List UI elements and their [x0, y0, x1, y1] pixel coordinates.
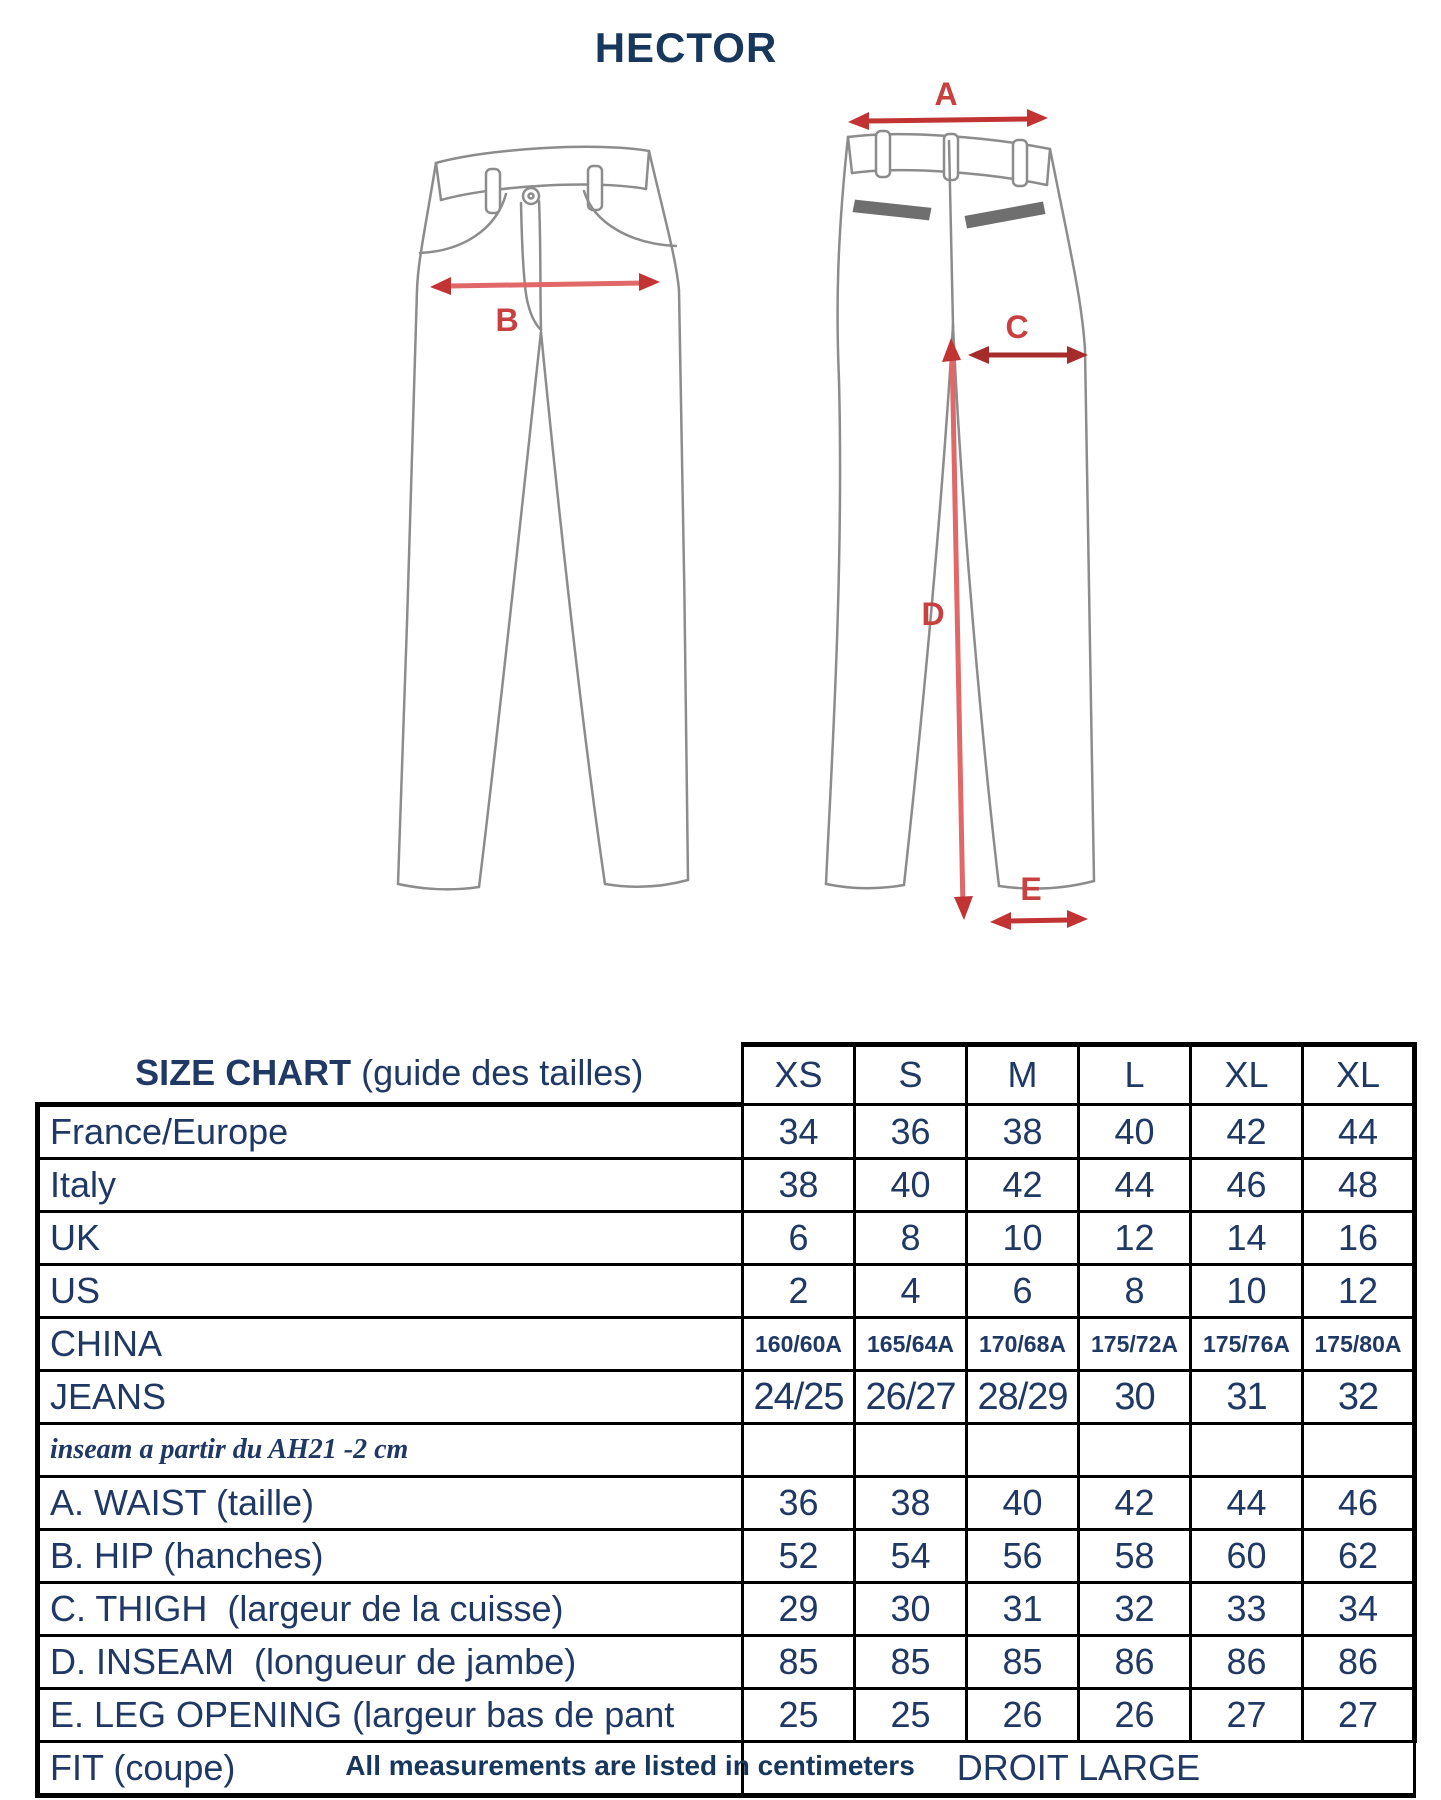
- size-value-cell: 175/72A: [1079, 1318, 1191, 1371]
- size-value-cell: 6: [743, 1212, 855, 1265]
- size-value-cell: 29: [743, 1583, 855, 1636]
- size-value-cell: 24/25: [743, 1371, 855, 1424]
- measure-arrow-C: [968, 309, 1088, 364]
- row-label: FIT (coupe): [38, 1742, 743, 1796]
- size-value-cell: 31: [1191, 1371, 1303, 1424]
- size-chart-heading-sub: (guide des tailles): [351, 1052, 644, 1094]
- size-value-cell: 34: [1303, 1583, 1415, 1636]
- size-value-cell: 86: [1191, 1636, 1303, 1689]
- size-col-header: M: [967, 1045, 1079, 1105]
- size-value-cell: 4: [855, 1265, 967, 1318]
- row-label: Italy: [38, 1159, 743, 1212]
- size-value-cell: 32: [1303, 1371, 1415, 1424]
- size-value-cell: 52: [743, 1530, 855, 1583]
- pants-front-view: [398, 147, 688, 890]
- size-value-cell: 10: [1191, 1265, 1303, 1318]
- size-value-cell: 54: [855, 1530, 967, 1583]
- size-value-cell: [1191, 1424, 1303, 1477]
- table-row: [38, 1371, 1415, 1424]
- table-row: [38, 1530, 1415, 1583]
- size-value-cell: 27: [1191, 1689, 1303, 1742]
- size-value-cell: 85: [743, 1636, 855, 1689]
- measurements-unit-note: All measurements are listed in centimeters: [345, 1750, 915, 1781]
- size-value-cell: 42: [1191, 1105, 1303, 1159]
- size-value-cell: 25: [855, 1689, 967, 1742]
- size-value-cell: 160/60A: [743, 1318, 855, 1371]
- size-value-cell: [1303, 1424, 1415, 1477]
- row-label: France/Europe: [38, 1105, 743, 1159]
- size-value-cell: 38: [855, 1477, 967, 1530]
- size-value-cell: [967, 1424, 1079, 1477]
- table-row: [38, 1318, 1415, 1371]
- size-value-cell: 44: [1079, 1159, 1191, 1212]
- row-label: B. HIP (hanches): [38, 1530, 743, 1583]
- size-col-header: XS: [743, 1045, 855, 1105]
- table-row: [38, 1583, 1415, 1636]
- size-value-cell: 175/76A: [1191, 1318, 1303, 1371]
- table-row: [38, 1424, 1415, 1477]
- size-value-cell: 165/64A: [855, 1318, 967, 1371]
- row-label: D. INSEAM (longueur de jambe): [38, 1636, 743, 1689]
- table-row: [38, 1689, 1415, 1742]
- measure-label-e: E: [1020, 871, 1042, 907]
- size-value-cell: 170/68A: [967, 1318, 1079, 1371]
- size-chart-heading: [38, 1045, 743, 1105]
- size-value-cell: 26: [967, 1689, 1079, 1742]
- measure-arrow-E: [990, 871, 1088, 930]
- size-chart-table: [35, 1042, 1417, 1798]
- row-label: CHINA: [38, 1318, 743, 1371]
- size-value-cell: 86: [1079, 1636, 1191, 1689]
- size-value-cell: 34: [743, 1105, 855, 1159]
- size-value-cell: 8: [1079, 1265, 1191, 1318]
- size-value-cell: 86: [1303, 1636, 1415, 1689]
- size-value-cell: 8: [855, 1212, 967, 1265]
- size-col-header: XL: [1191, 1045, 1303, 1105]
- size-table-body: [38, 1105, 1415, 1796]
- size-value-cell: 42: [1079, 1477, 1191, 1530]
- measure-label-c: C: [1005, 309, 1029, 345]
- row-label: JEANS: [38, 1371, 743, 1424]
- size-value-cell: 56: [967, 1530, 1079, 1583]
- size-value-cell: 26: [1079, 1689, 1191, 1742]
- size-value-cell: 12: [1079, 1212, 1191, 1265]
- size-value-cell: 48: [1303, 1159, 1415, 1212]
- size-value-cell: 27: [1303, 1689, 1415, 1742]
- size-value-cell: 40: [967, 1477, 1079, 1530]
- table-row: [38, 1636, 1415, 1689]
- size-value-cell: 62: [1303, 1530, 1415, 1583]
- size-value-cell: 36: [855, 1105, 967, 1159]
- size-value-cell: 14: [1191, 1212, 1303, 1265]
- size-value-cell: 44: [1191, 1477, 1303, 1530]
- size-value-cell: 30: [855, 1583, 967, 1636]
- measure-label-a: A: [934, 76, 958, 112]
- size-value-cell: 28/29: [967, 1371, 1079, 1424]
- size-value-cell: 10: [967, 1212, 1079, 1265]
- size-value-cell: 36: [743, 1477, 855, 1530]
- size-value-cell: 32: [1079, 1583, 1191, 1636]
- size-value-cell: 38: [967, 1105, 1079, 1159]
- size-value-cell: 42: [967, 1159, 1079, 1212]
- size-col-header: L: [1079, 1045, 1191, 1105]
- size-value-cell: 44: [1303, 1105, 1415, 1159]
- row-label: inseam a partir du AH21 -2 cm: [38, 1424, 743, 1477]
- size-value-cell: 40: [855, 1159, 967, 1212]
- size-value-cell: 175/80A: [1303, 1318, 1415, 1371]
- back-pocket-left: [854, 201, 930, 219]
- page-title: HECTOR: [594, 24, 778, 71]
- back-pocket-right: [966, 203, 1044, 227]
- measure-label-b: B: [495, 302, 519, 338]
- measure-arrow-B: [430, 273, 660, 338]
- size-value-cell: 31: [967, 1583, 1079, 1636]
- fit-value: DROIT LARGE: [743, 1742, 1415, 1796]
- size-value-cell: 46: [1191, 1159, 1303, 1212]
- size-header-row: [38, 1045, 1415, 1105]
- size-col-header: S: [855, 1045, 967, 1105]
- size-value-cell: 60: [1191, 1530, 1303, 1583]
- size-value-cell: [1079, 1424, 1191, 1477]
- size-value-cell: 33: [1191, 1583, 1303, 1636]
- size-col-header: XL: [1303, 1045, 1415, 1105]
- size-value-cell: 25: [743, 1689, 855, 1742]
- size-value-cell: 40: [1079, 1105, 1191, 1159]
- size-value-cell: 12: [1303, 1265, 1415, 1318]
- size-value-cell: 46: [1303, 1477, 1415, 1530]
- row-label: E. LEG OPENING (largeur bas de pant: [38, 1689, 743, 1742]
- row-label: C. THIGH (largeur de la cuisse): [38, 1583, 743, 1636]
- size-value-cell: 30: [1079, 1371, 1191, 1424]
- size-value-cell: 6: [967, 1265, 1079, 1318]
- size-value-cell: 85: [855, 1636, 967, 1689]
- table-row: [38, 1477, 1415, 1530]
- table-row: [38, 1212, 1415, 1265]
- size-value-cell: 85: [967, 1636, 1079, 1689]
- size-value-cell: 2: [743, 1265, 855, 1318]
- size-value-cell: 26/27: [855, 1371, 967, 1424]
- size-value-cell: 16: [1303, 1212, 1415, 1265]
- row-label: US: [38, 1265, 743, 1318]
- size-value-cell: [855, 1424, 967, 1477]
- size-value-cell: 38: [743, 1159, 855, 1212]
- measure-label-d: D: [921, 596, 945, 632]
- row-label: UK: [38, 1212, 743, 1265]
- table-row: [38, 1265, 1415, 1318]
- size-value-cell: [743, 1424, 855, 1477]
- table-row: [38, 1105, 1415, 1159]
- row-label: A. WAIST (taille): [38, 1477, 743, 1530]
- table-row: [38, 1159, 1415, 1212]
- size-chart-heading-bold: SIZE CHART: [135, 1052, 352, 1094]
- measure-arrow-A: [848, 76, 1048, 130]
- size-value-cell: 58: [1079, 1530, 1191, 1583]
